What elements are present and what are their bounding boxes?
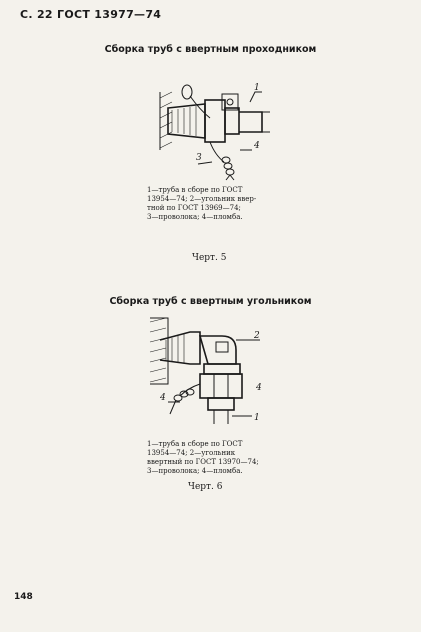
callout-1: 1 xyxy=(254,83,260,93)
caption-line: ввертный по ГОСТ 13970—74; xyxy=(147,458,259,466)
drawing-2-wall xyxy=(150,318,168,384)
callout-4a: 4 xyxy=(256,383,262,393)
caption-line: 3—проволока; 4—пломба. xyxy=(147,467,243,475)
callout-1b: 1 xyxy=(254,413,260,423)
drawing-1-wall xyxy=(160,92,172,150)
drawing-1-fitting xyxy=(168,94,270,142)
callout-3: 3 xyxy=(196,153,202,163)
figure-5-label: Черт. 5 xyxy=(192,253,227,263)
section-1-caption xyxy=(147,186,267,222)
page-header: С. 22 ГОСТ 13977—74 xyxy=(20,8,162,21)
drawing-2-wire xyxy=(174,384,200,401)
caption-line: 13954—74; 2—угольник ввер- xyxy=(147,195,257,203)
callout-4b: 4 xyxy=(160,393,166,403)
caption-line: тной по ГОСТ 13969—74; xyxy=(147,204,241,212)
caption-line: 3—проволока; 4—пломба. xyxy=(147,213,243,221)
caption-line: 13954—74; 2—угольник xyxy=(147,449,236,457)
figure-6-label: Черт. 6 xyxy=(188,482,223,492)
section-1-title: Сборка труб с ввертным проходником xyxy=(104,44,317,55)
drawing-2-fitting xyxy=(160,332,242,424)
callout-4: 4 xyxy=(254,141,260,151)
section-2-title: Сборка труб с ввертным угольником xyxy=(109,296,312,307)
page-number: 148 xyxy=(14,592,33,602)
section-2-caption xyxy=(147,440,267,476)
caption-line: 1—труба в сборе по ГОСТ xyxy=(147,440,243,448)
callout-2: 2 xyxy=(254,331,260,341)
caption-line: 1—труба в сборе по ГОСТ xyxy=(147,186,243,194)
